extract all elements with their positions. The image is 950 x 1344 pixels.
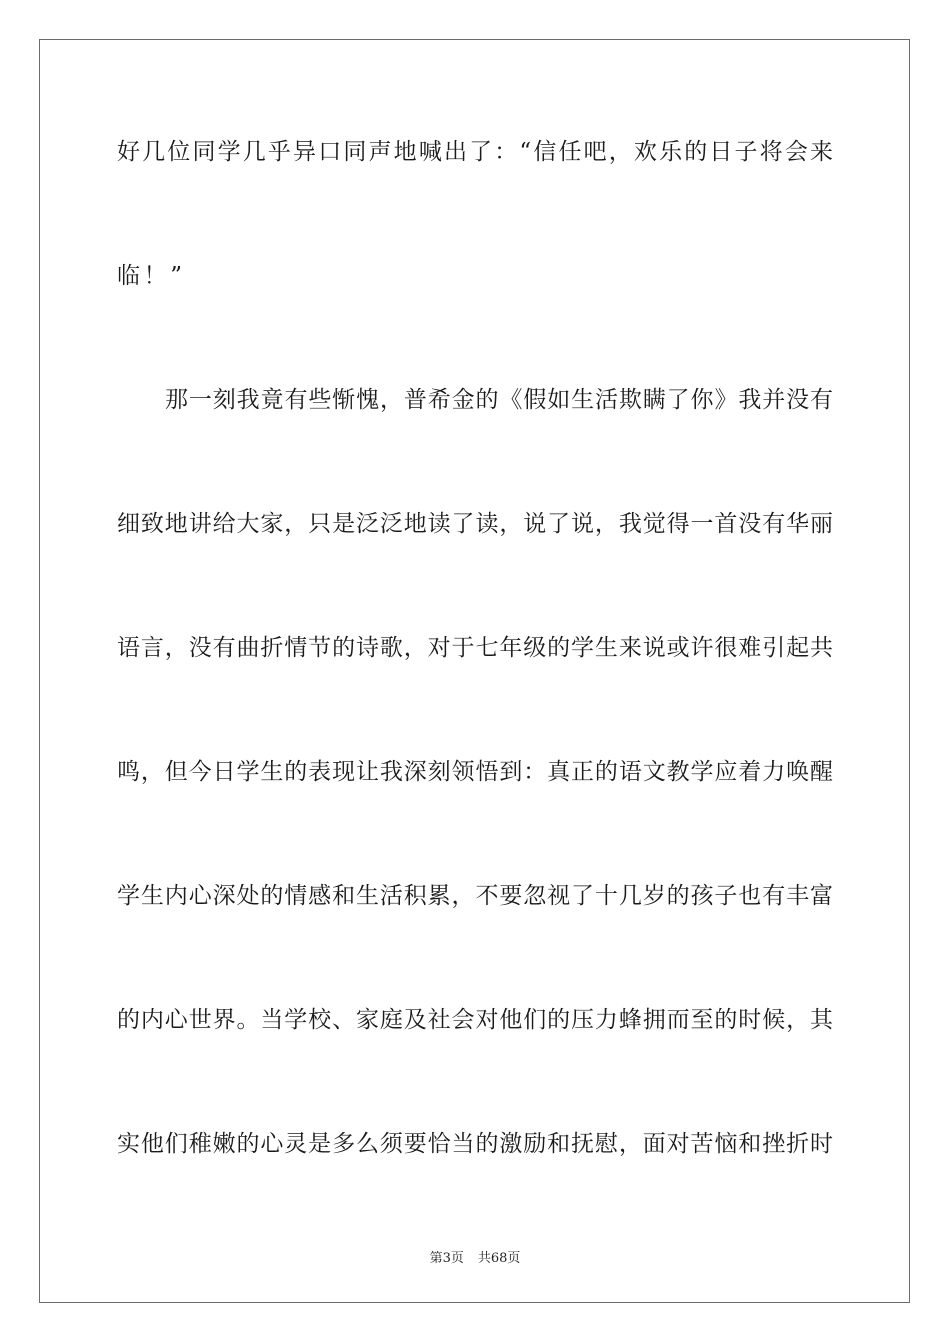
- page-border: [39, 39, 910, 1303]
- text-line-6: 鸣，但今日学生的表现让我深刻领悟到：真正的语文教学应着力唤醒: [117, 759, 833, 785]
- text-line-5: 语言，没有曲折情节的诗歌，对于七年级的学生来说或许很难引起共: [117, 635, 833, 661]
- text-line-3: 那一刻我竟有些惭愧，普希金的《假如生活欺瞒了你》我并没有: [165, 387, 833, 413]
- text-line-2: 临！”: [117, 263, 186, 289]
- text-line-7: 学生内心深处的情感和生活积累，不要忽视了十几岁的孩子也有丰富: [117, 883, 833, 909]
- text-line-1: 好几位同学几乎异口同声地喊出了：“信任吧，欢乐的日子将会来: [117, 139, 833, 165]
- text-line-8: 的内心世界。当学校、家庭及社会对他们的压力蜂拥而至的时候，其: [117, 1007, 833, 1033]
- page-number: 第3页: [429, 1251, 464, 1266]
- text-line-4: 细致地讲给大家，只是泛泛地读了读，说了说，我觉得一首没有华丽: [117, 511, 833, 537]
- page-total: 共68页: [477, 1251, 521, 1266]
- page-footer: [0, 1247, 950, 1266]
- text-line-9: 实他们稚嫩的心灵是多么须要恰当的激励和抚慰，面对苦恼和挫折时: [117, 1131, 833, 1157]
